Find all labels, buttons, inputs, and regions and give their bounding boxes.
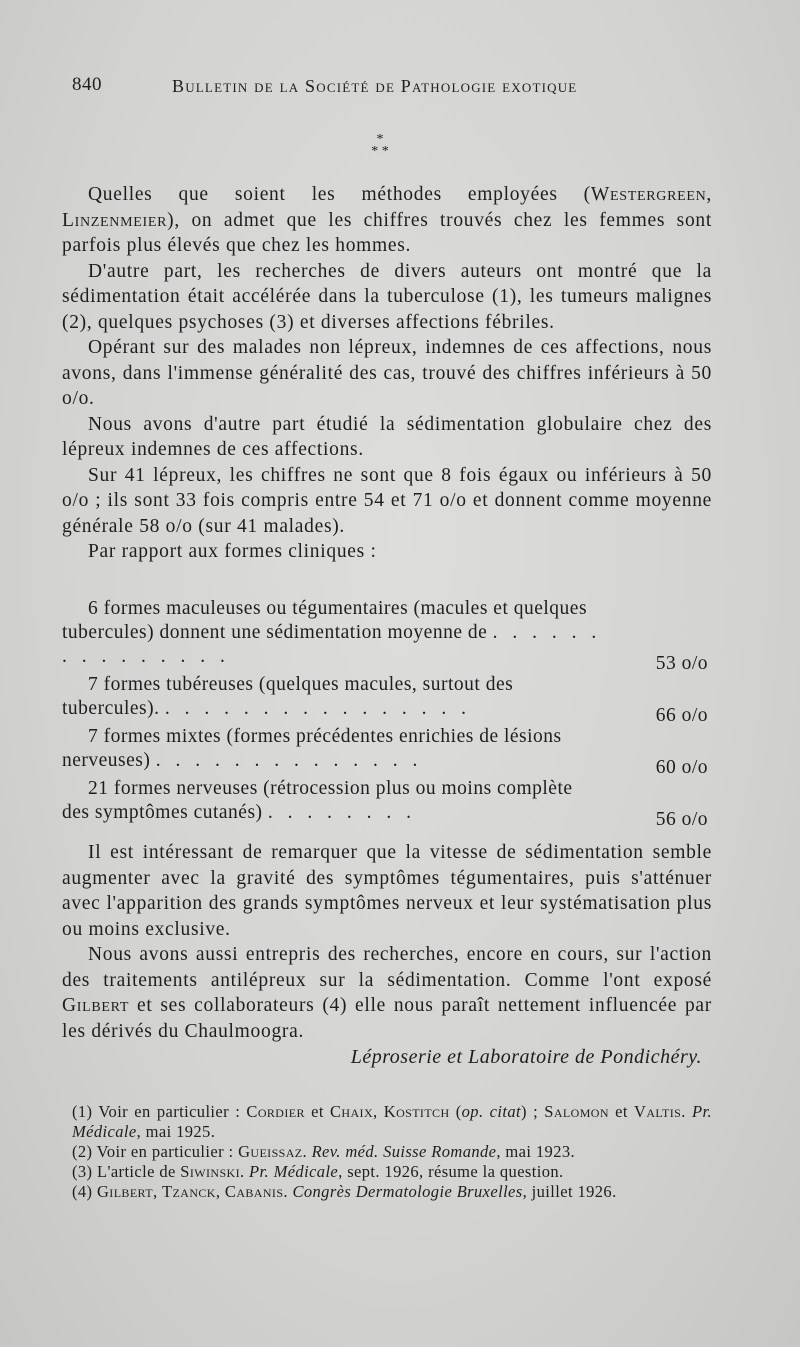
leader-dots: . . . . . . . . . . . . . . — [155, 750, 423, 771]
paragraph-methods: Quelles que soient les méthodes employées (Westergreen, Linzenmeier), on admet que les chiffres trouvés chez les femmes sont parfois plus élevés que chez les hommes. — [62, 184, 712, 256]
form-value: 66 o/o — [655, 705, 708, 726]
footnote-4: (4) Gilbert, Tzanck, Cabanis. Congrès Dermatologie Bruxelles, juillet 1926. — [72, 1182, 617, 1201]
leader-dots: . . . . . . . . . . . . . . . — [62, 622, 602, 667]
author-gilbert: Gilbert — [62, 995, 130, 1016]
footnote-1: (1) Voir en particulier : Cordier et Chaix, Kostitch (op. citat) ; Salomon et Valtis. Pr. Médicale, mai 1925. — [72, 1102, 712, 1141]
running-title: Bulletin de la Société de Pathologie exotique — [172, 76, 578, 96]
paragraph-results: Sur 41 lépreux, les chiffres ne sont que 8 fois égaux ou inférieurs à 50 o/o ; ils sont 33 fois compris entre 54 et 71 o/o et donnent comme moyenne générale 58 o/o (sur 41 malades). — [62, 464, 712, 537]
footnote-2: (2) Voir en particulier : Gueissaz. Rev. méd. Suisse Romande, mai 1923. — [72, 1142, 576, 1161]
form-description: 7 formes tubéreuses (quelques macules, surtout des tubercules). — [62, 674, 514, 719]
institution-signature: Léproserie et Laboratoire de Pondichéry. — [350, 1046, 702, 1068]
asterism-bottom: * * — [371, 144, 389, 159]
page-header — [72, 74, 722, 104]
leader-dots: . . . . . . . . . . . . . . . . — [164, 698, 472, 719]
author-linzenmeier: Linzenmeier — [62, 209, 168, 231]
paragraph-clinical-intro: Par rapport aux formes cliniques : — [88, 541, 377, 562]
clinical-forms-list — [62, 597, 712, 829]
body-text-upper — [62, 182, 712, 565]
footnote-3: (3) L'article de Siwinski. Pr. Médicale, sept. 1926, résume la question. — [72, 1162, 564, 1181]
list-item — [62, 725, 712, 778]
form-description: 21 formes nerveuses (rétrocession plus ou moins complète des symptômes cutanés) — [62, 778, 573, 823]
form-value: 56 o/o — [655, 809, 708, 830]
paragraph-interpretation: Il est intéressant de remarquer que la vitesse de sédimentation semble augmenter avec la gravité des symptômes tégumentaires, puis s'atténuer avec l'apparition des grands symptômes nerveux et leur systématisation plus ou moins exclusive. — [62, 842, 712, 940]
page-number: 840 — [72, 74, 102, 95]
leader-dots: . . . . . . . . — [267, 802, 417, 823]
paragraph-treatments: Nous avons aussi entrepris des recherches, encore en cours, sur l'action des traitements antilépreux sur la sédimentation. Comme l'ont exposé Gilbert et ses collaborateurs (4) elle nous paraît nettement influencée par les dérivés du Chaulmoogra. — [62, 944, 712, 1042]
author-westergreen: Westergreen — [590, 184, 707, 205]
form-value: 53 o/o — [655, 653, 708, 674]
list-item — [62, 597, 712, 674]
asterism-top: * — [376, 132, 384, 147]
footnotes — [72, 1102, 712, 1202]
form-description: 6 formes maculeuses ou tégumentaires (macules et quelques tubercules) donnent une sédimentation moyenne de — [62, 598, 588, 643]
list-item — [62, 777, 712, 830]
form-description: 7 formes mixtes (formes précédentes enrichies de lésions nerveuses) — [62, 726, 562, 771]
paragraph-other-authors: D'autre part, les recherches de divers auteurs ont montré que la sédimentation était accélérée dans la tuberculose (1), les tumeurs malignes (2), quelques psychoses (3) et diverses affections fébriles. — [62, 260, 712, 333]
paragraph-non-leprous: Opérant sur des malades non lépreux, indemnes de ces affections, nous avons, dans l'immense généralité des cas, trouvé des chiffres inférieurs à 50 o/o. — [62, 337, 712, 409]
section-asterism — [0, 134, 760, 158]
form-value: 60 o/o — [655, 757, 708, 778]
list-item — [62, 673, 712, 726]
body-text-lower — [62, 840, 712, 1044]
paragraph-study: Nous avons d'autre part étudié la sédimentation globulaire chez des lépreux indemnes de ces affections. — [62, 413, 712, 460]
